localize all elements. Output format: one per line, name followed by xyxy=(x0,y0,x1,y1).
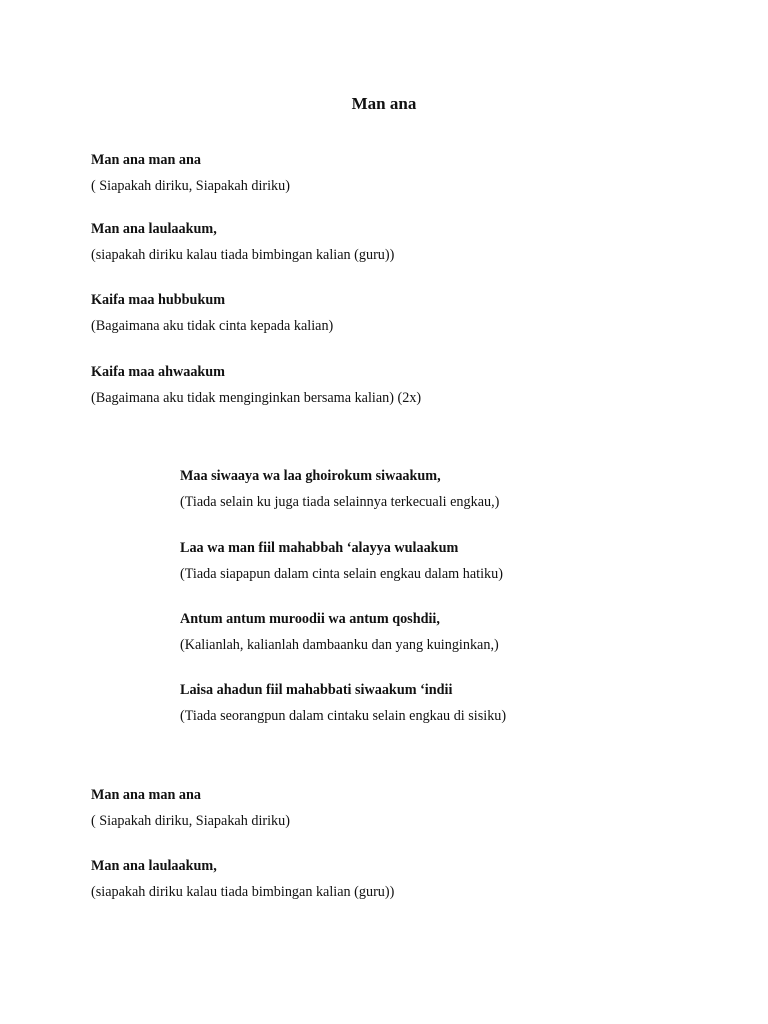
lyric-line: Kaifa maa ahwaakum xyxy=(91,364,226,380)
lyric-line: Man ana laulaakum, xyxy=(91,221,217,237)
translation-line: (Bagaimana aku tidak menginginkan bersama kalian) (2x) xyxy=(91,390,422,406)
stanza xyxy=(91,782,290,834)
stanza xyxy=(180,606,499,658)
lyric-line: Man ana laulaakum, xyxy=(91,858,217,874)
translation-line: (siapakah diriku kalau tiada bimbingan kalian (guru)) xyxy=(91,884,395,900)
translation-line: (Kalianlah, kalianlah dambaanku dan yang kuinginkan,) xyxy=(180,637,499,653)
lyric-line: Antum antum muroodii wa antum qoshdii, xyxy=(180,611,440,627)
lyric-line: Man ana man ana xyxy=(91,787,201,803)
lyric-line: Man ana man ana xyxy=(91,152,201,168)
translation-line: (Tiada selain ku juga tiada selainnya terkecuali engkau,) xyxy=(180,494,500,510)
stanza xyxy=(180,677,506,729)
stanza xyxy=(91,359,421,411)
translation-line: (Bagaimana aku tidak cinta kepada kalian) xyxy=(91,318,334,334)
stanza xyxy=(91,287,333,339)
translation-line: (Tiada seorangpun dalam cintaku selain engkau di sisiku) xyxy=(180,708,507,724)
lyric-line: Kaifa maa hubbukum xyxy=(91,292,226,308)
lyric-line: Laisa ahadun fiil mahabbati siwaakum ‘indii xyxy=(180,682,453,698)
document-title: Man ana xyxy=(351,94,417,113)
stanza xyxy=(91,216,394,268)
lyric-line: Laa wa man fiil mahabbah ‘alayya wulaakum xyxy=(180,540,459,556)
translation-line: (Tiada siapapun dalam cinta selain engkau dalam hatiku) xyxy=(180,566,503,582)
translation-line: ( Siapakah diriku, Siapakah diriku) xyxy=(91,178,290,194)
lyric-line: Maa siwaaya wa laa ghoirokum siwaakum, xyxy=(180,468,441,484)
stanza xyxy=(91,853,394,905)
stanza xyxy=(91,147,290,199)
translation-line: ( Siapakah diriku, Siapakah diriku) xyxy=(91,813,290,829)
translation-line: (siapakah diriku kalau tiada bimbingan kalian (guru)) xyxy=(91,247,395,263)
stanza xyxy=(180,535,503,587)
stanza xyxy=(180,463,499,515)
